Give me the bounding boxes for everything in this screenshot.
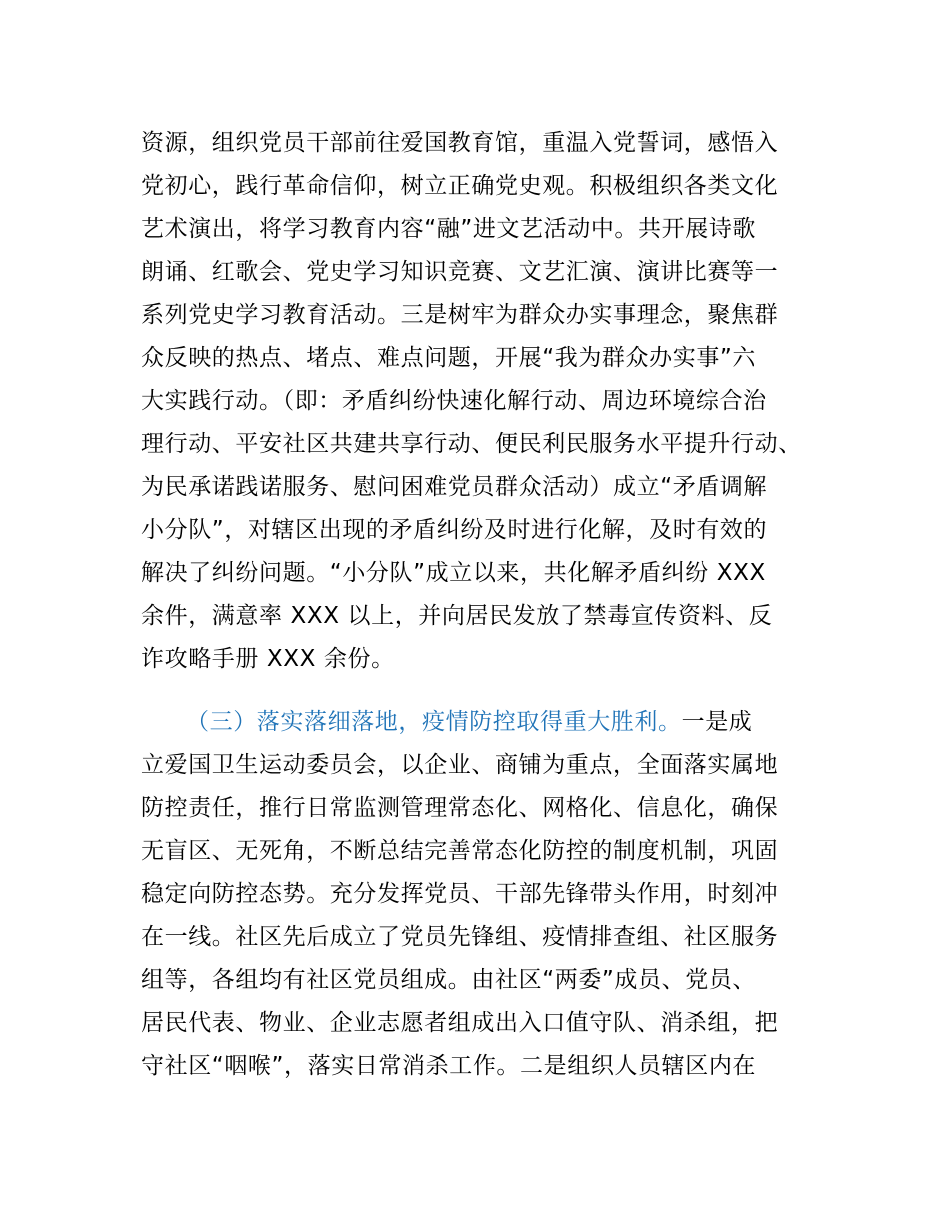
paragraph-2-line-3: 防控责任，推行日常监测管理常态化、网格化、信息化，确保 — [141, 795, 779, 821]
paragraph-1-line-7: 大实践行动。（即：矛盾纠纷快速化解行动、周边环境综合治 — [141, 388, 767, 414]
paragraph-2-line-7: 组等，各组均有社区党员组成。由社区“两委”成员、党员、 — [141, 967, 757, 993]
paragraph-2-line-6: 在一线。社区先后成立了党员先锋组、疫情排查组、社区服务 — [141, 924, 779, 950]
paragraph-2-line-8: 居民代表、物业、企业志愿者组成出入口值守队、消杀组，把 — [141, 1010, 779, 1036]
paragraph-1-line-9: 为民承诺践诺服务、慰问困难党员群众活动）成立“矛盾调解 — [141, 474, 768, 500]
paragraph-1-line-12: 余件，满意率 XXX 以上，并向居民发放了禁毒宣传资料、反 — [141, 603, 773, 629]
paragraph-1-line-5: 系列党史学习教育活动。三是树牢为群众办实事理念，聚焦群 — [141, 302, 779, 328]
paragraph-1-line-1: 资源，组织党员干部前往爱国教育馆，重温入党誓词，感悟入 — [141, 130, 779, 156]
paragraph-2-line-4: 无盲区、无死角，不断总结完善常态化防控的制度机制，巩固 — [141, 838, 779, 864]
paragraph-1-line-4: 朗诵、红歌会、党史学习知识竞赛、文艺汇演、演讲比赛等一 — [141, 259, 779, 285]
paragraph-1-line-3: 艺术演出，将学习教育内容“融”进文艺活动中。共开展诗歌 — [141, 216, 757, 242]
paragraph-2-first-line-rest: 一是成 — [681, 709, 753, 735]
paragraph-1-line-6: 众反映的热点、堵点、难点问题，开展“我为群众办实事”六 — [141, 345, 757, 371]
paragraph-1-line-8: 理行动、平安社区共建共享行动、便民利民服务水平提升行动、 — [141, 431, 802, 457]
paragraph-1-line-11: 解决了纠纷问题。“小分队”成立以来，共化解矛盾纠纷 XXX — [141, 560, 766, 586]
paragraph-1-line-13: 诈攻略手册 XXX 余份。 — [141, 646, 395, 672]
paragraph-2-line-2: 立爱国卫生运动委员会，以企业、商铺为重点，全面落实属地 — [141, 752, 779, 778]
paragraph-2-line-9: 守社区“咽喉”，落实日常消杀工作。二是组织人员辖区内在 — [141, 1053, 757, 1079]
paragraph-2-first-line — [186, 707, 752, 737]
paragraph-2-line-5: 稳定向防控态势。充分发挥党员、干部先锋带头作用，时刻冲 — [141, 881, 779, 907]
paragraph-1-line-2: 党初心，践行革命信仰，树立正确党史观。积极组织各类文化 — [141, 173, 779, 199]
paragraph-1-line-10: 小分队”，对辖区出现的矛盾纠纷及时进行化解，及时有效的 — [141, 517, 768, 543]
section-heading: （三）落实落细落地，疫情防控取得重大胜利。 — [186, 709, 682, 735]
